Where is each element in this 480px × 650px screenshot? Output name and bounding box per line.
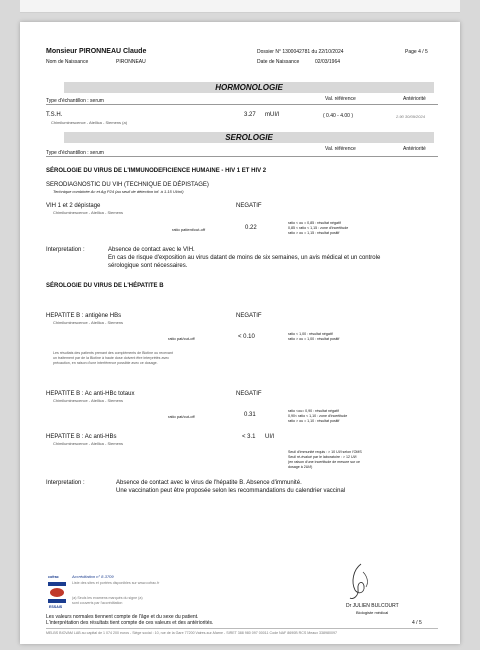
doctor-name: Dr JULIEN BULCOURT bbox=[346, 603, 399, 609]
anteriority-column-header: Antériorité bbox=[403, 96, 426, 102]
hbc-antibody-test-name: HEPATITE B : Ac anti-HBc totaux bbox=[46, 391, 135, 397]
hiv-ratio-label: ratio patient/cut-off bbox=[172, 227, 206, 232]
hbs-antigen-method: Chimiluminescence - Atellica - Siemens bbox=[53, 320, 124, 325]
normal-values-notice: Les valeurs normales tiennent compte de l'âge et du sexe du patient. bbox=[46, 614, 199, 620]
hbs-antibody-reference-line: (en raison d'une incertitude de mesure sur ce bbox=[288, 460, 361, 464]
hbc-antibody-result: NEGATIF bbox=[236, 391, 262, 397]
hbc-antibody-method: Chimiluminescence - Atellica - Siemens bbox=[53, 398, 124, 403]
interpretation-notice: L'interprétation des résultats tient compte de ces valeurs et des antériorités. bbox=[46, 620, 214, 626]
patient-name: Monsieur PIRONNEAU Claude bbox=[46, 48, 147, 55]
cofrac-logo bbox=[48, 582, 66, 604]
hbv-interpretation-line: Une vaccination peut être proposée selon les recommandations du calendrier vaccinal bbox=[116, 488, 346, 494]
reference-column-header: Val. référence bbox=[325, 96, 356, 102]
tsh-previous-result: 2.90 30/09/2024 bbox=[396, 114, 425, 119]
hbs-antibody-reference-line: dosage à 2UI/l) bbox=[288, 465, 313, 469]
dossier-number: Dossier N° 1300042781 du 22/10/2024 bbox=[257, 49, 344, 55]
section-hormonologie: HORMONOLOGIE bbox=[64, 82, 434, 93]
hiv-method: Chimiluminescence - Atellica - Siemens bbox=[53, 210, 124, 215]
previous-page-edge bbox=[20, 0, 460, 13]
birth-date-label: Date de Naissance bbox=[257, 59, 300, 65]
hbs-antigen-reference-line: ratio > ou = 1,00 : résultat positif bbox=[288, 337, 340, 341]
tsh-reference: ( 0.40 - 4.00 ) bbox=[323, 113, 354, 119]
footer-divider bbox=[46, 628, 438, 629]
hiv-test-name: VIH 1 et 2 dépistage bbox=[46, 203, 101, 209]
doctor-title: Biologiste médical bbox=[356, 610, 389, 615]
accreditation-note-line: (a) Seuls les examens marqués du signe (a) bbox=[72, 596, 143, 600]
hiv-subheading: SERODIAGNOSTIC DU VIH (TECHNIQUE DE DÉPISTAGE) bbox=[46, 182, 209, 188]
hbs-antibody-unit: UI/l bbox=[265, 434, 274, 440]
hbs-antigen-test-name: HEPATITE B : antigène HBs bbox=[46, 313, 122, 319]
lab-report-page bbox=[20, 22, 460, 644]
hbc-antibody-reference-line: 0,90< ratio < 1,10 : zone d'incertitude bbox=[288, 414, 348, 418]
hbs-antibody-value: < 3.1 bbox=[242, 434, 256, 440]
divider bbox=[46, 156, 438, 157]
accreditation-note-line: sont couverts par l'accréditation bbox=[72, 601, 123, 605]
hbv-heading: SÉROLOGIE DU VIRUS DE L'HÉPATITE B bbox=[46, 283, 164, 289]
biotin-note-line: Les résultats des patients prenant des compléments de Biotine ou recevant bbox=[53, 351, 173, 355]
hbc-antibody-reference-line: ratio > ou = 1,10 : résultat positif bbox=[288, 419, 340, 423]
biotin-note-line: précaution, en raison d'une interférence possible avec ce dosage. bbox=[53, 361, 158, 365]
divider bbox=[46, 104, 438, 105]
hbs-antigen-ratio-value: < 0.10 bbox=[238, 334, 255, 340]
hbs-antigen-result: NEGATIF bbox=[236, 313, 262, 319]
hiv-interpretation-label: Interpretation : bbox=[46, 247, 85, 253]
cofrac-logo-text: cofrac bbox=[48, 575, 59, 579]
hiv-reference-line: ratio > ou = 1,15 : résultat positif bbox=[288, 231, 340, 235]
hiv-ratio-value: 0.22 bbox=[245, 225, 257, 231]
hiv-interpretation-line: Absence de contact avec le VIH. bbox=[108, 247, 195, 253]
legal-mentions: MELBS BIOVAM LAB au capital de 1 074 200 euros - Siège social : 10, rue de la Gare 77200 Vaires-sur-Marne - SIRET 388 980 097 00011 Code NAF 8690B RCS Meaux 338980097 bbox=[46, 631, 337, 635]
tsh-method: Chimiluminescence - Atellica - Siemens (a) bbox=[51, 120, 128, 125]
cofrac-logo-subtext: ESSAIS bbox=[49, 605, 63, 609]
anteriority-column-header: Antériorité bbox=[403, 146, 426, 152]
birth-name: PIRONNEAU bbox=[116, 59, 146, 65]
hiv-interpretation-line: sérologique sont nécessaires. bbox=[108, 263, 188, 269]
section-serologie: SEROLOGIE bbox=[64, 132, 434, 143]
hbs-antigen-ratio-label: ratio pat/cut-off bbox=[168, 336, 195, 341]
tsh-test-name: T.S.H. bbox=[46, 112, 63, 118]
hiv-interpretation-line: En cas de risque d'exposition au virus datant de moins de six semaines, un avis médical et un controle bbox=[108, 255, 381, 261]
tsh-unit: mUI/l bbox=[265, 112, 279, 118]
biotin-note-line: un traitement par de la Biotine à haute dose doivent être interprétés avec bbox=[53, 356, 170, 360]
hbv-interpretation-label: Interpretation : bbox=[46, 480, 85, 486]
hiv-reference-line: ratio < ou = 0,85 : résultat négatif bbox=[288, 221, 341, 225]
hbv-interpretation-line: Absence de contact avec le virus de l'hépatite B. Absence d'immunité. bbox=[116, 480, 302, 486]
hbs-antibody-reference-line: Seuil ré-évalué par le laboratoire : > 12 UI/l bbox=[288, 455, 357, 459]
sample-type: Type d'échantillon : serum bbox=[46, 98, 104, 104]
hbs-antigen-reference-line: ratio < 1,00 : résultat négatif bbox=[288, 332, 333, 336]
footer-page-number: 4 / 5 bbox=[412, 620, 422, 626]
hbc-antibody-ratio-value: 0.31 bbox=[244, 412, 256, 418]
birth-date: 02/03/1964 bbox=[315, 59, 341, 65]
hbc-antibody-ratio-label: ratio pat/cut-off bbox=[168, 414, 195, 419]
accreditation-number: Accréditation n° 8-3709 bbox=[72, 574, 114, 579]
hiv-heading: SÉROLOGIE DU VIRUS DE L'IMMUNODEFICIENCE HUMAINE - HIV 1 ET HIV 2 bbox=[46, 168, 267, 174]
hiv-result: NEGATIF bbox=[236, 203, 262, 209]
reference-column-header: Val. référence bbox=[325, 146, 356, 152]
hiv-technique-note: Technique combinée Ac et Ag P24 (au seuil de détection inf. à 1.15 UI/ml) bbox=[53, 189, 184, 194]
tsh-value: 3.27 bbox=[244, 112, 256, 118]
hiv-reference-line: 0,85 < ratio < 1,15 : zone d'incertitude bbox=[288, 226, 349, 230]
sample-type: Type d'échantillon : serum bbox=[46, 150, 104, 156]
birth-name-label: Nom de Naissance bbox=[46, 59, 89, 65]
hbs-antibody-test-name: HEPATITE B : Ac anti-HBs bbox=[46, 434, 117, 440]
hbs-antibody-method: Chimiluminescence - Atellica - Siemens bbox=[53, 441, 124, 446]
hbs-antibody-reference-line: Seuil d'immunité requis : > 10 UI/l selon l'OMS bbox=[288, 450, 362, 454]
doctor-signature bbox=[347, 562, 373, 602]
page-number: Page 4 / 5 bbox=[405, 49, 428, 55]
hbc-antibody-reference-line: ratio <ou= 0,90 : résultat négatif bbox=[288, 409, 339, 413]
accreditation-note-line: Liste des sites et portées disponibles sur www.cofrac.fr bbox=[72, 581, 160, 585]
